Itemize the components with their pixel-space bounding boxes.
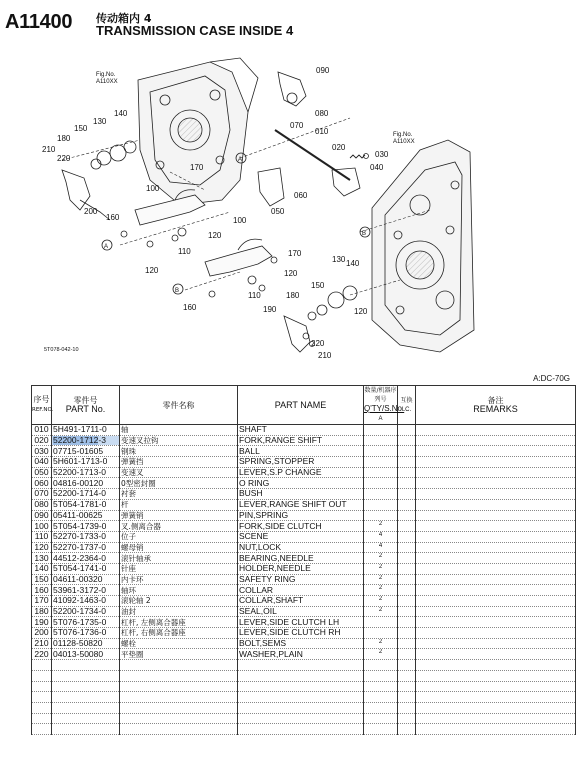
- quantity-cell: [364, 713, 398, 724]
- table-row[interactable]: [32, 478, 576, 489]
- part-name-cell: FORK,SIDE CLUTCH: [238, 521, 364, 532]
- table-row[interactable]: [32, 425, 576, 436]
- part-no-cell: 04611-00320: [52, 574, 120, 585]
- interchange-cell: [398, 681, 416, 692]
- part-name-cell: [238, 681, 364, 692]
- fig-no-right: Fig.No.: [393, 132, 413, 138]
- ref-no-cell: 050: [32, 467, 52, 478]
- part-no-cell: 5T054-1739-0: [52, 521, 120, 532]
- part-name-cn-cell: 轴: [120, 425, 238, 436]
- part-no-cell: 5T076-1736-0: [52, 628, 120, 639]
- table-row[interactable]: [32, 692, 576, 703]
- callout-070: 070: [290, 121, 304, 130]
- interchange-cell: [398, 617, 416, 628]
- part-no-cell: 52200-1712-3: [52, 435, 120, 446]
- callout-060: 060: [294, 191, 308, 200]
- remarks-cell: [416, 467, 576, 478]
- table-row[interactable]: [32, 681, 576, 692]
- remarks-cell: [416, 692, 576, 703]
- callout-160: 160: [106, 213, 120, 222]
- remarks-cell: [416, 606, 576, 617]
- quantity-cell: 2: [364, 585, 398, 596]
- ref-no-cell: 200: [32, 628, 52, 639]
- part-name-cn-cell: 滚针轴承: [120, 553, 238, 564]
- callout-210: 210: [318, 351, 332, 360]
- interchange-cell: [398, 521, 416, 532]
- ref-no-cell: 220: [32, 649, 52, 660]
- quantity-cell: [364, 692, 398, 703]
- part-name-cn-cell: 内卡环: [120, 574, 238, 585]
- callout-100: 100: [146, 184, 160, 193]
- quantity-cell: [364, 478, 398, 489]
- part-name-cell: SEAL,OIL: [238, 606, 364, 617]
- callout-220: 220: [311, 339, 325, 348]
- part-no-cell: 52270-1737-0: [52, 542, 120, 553]
- table-row[interactable]: [32, 670, 576, 681]
- part-name-cell: NUT,LOCK: [238, 542, 364, 553]
- interchange-cell: [398, 649, 416, 660]
- part-name-cn-cell: 平垫圈: [120, 649, 238, 660]
- table-row[interactable]: [32, 531, 576, 542]
- part-name-cn-header: 零件名称: [120, 386, 238, 425]
- part-name-cell: LEVER,RANGE SHIFT OUT: [238, 499, 364, 510]
- remarks-header: 备注 REMARKS: [416, 386, 576, 425]
- ref-no-cell: [32, 724, 52, 735]
- quantity-cell: 2: [364, 553, 398, 564]
- quantity-cell: [364, 435, 398, 446]
- part-no-cell: 04816-00120: [52, 478, 120, 489]
- ref-no-cell: 090: [32, 510, 52, 521]
- part-name-cell: BUSH: [238, 489, 364, 500]
- ref-no-cell: 100: [32, 521, 52, 532]
- part-name-cn-cell: 位子: [120, 531, 238, 542]
- part-name-cell: LEVER,SIDE CLUTCH RH: [238, 628, 364, 639]
- right-housing-drawing: [372, 140, 474, 352]
- remarks-cell: [416, 446, 576, 457]
- table-row[interactable]: [32, 553, 576, 564]
- table-row[interactable]: [32, 617, 576, 628]
- part-name-cn-cell: 针座: [120, 563, 238, 574]
- part-name-cell: SHAFT: [238, 425, 364, 436]
- table-row[interactable]: [32, 713, 576, 724]
- table-row[interactable]: [32, 628, 576, 639]
- part-no-cell: 5H601-1713-0: [52, 457, 120, 468]
- callout-170: 170: [288, 249, 302, 258]
- table-row[interactable]: [32, 467, 576, 478]
- quantity-cell: [364, 681, 398, 692]
- part-name-cn-cell: 衬套: [120, 489, 238, 500]
- table-row[interactable]: [32, 499, 576, 510]
- part-no-cell: 52200-1713-0: [52, 467, 120, 478]
- interchange-cell: [398, 499, 416, 510]
- part-no-cell: 52200-1714-0: [52, 489, 120, 500]
- table-row[interactable]: [32, 521, 576, 532]
- remarks-cell: [416, 478, 576, 489]
- ref-no-cell: 110: [32, 531, 52, 542]
- remarks-cell: [416, 585, 576, 596]
- callout-010: 010: [315, 127, 329, 136]
- callout-120: 120: [354, 307, 368, 316]
- remarks-cell: [416, 574, 576, 585]
- interchange-cell: [398, 574, 416, 585]
- callout-170: 170: [190, 163, 204, 172]
- part-name-cn-cell: 轴环: [120, 585, 238, 596]
- part-name-cn-cell: 滚轮轴 2: [120, 596, 238, 607]
- interchange-cell: [398, 489, 416, 500]
- remarks-cell: [416, 499, 576, 510]
- table-row[interactable]: [32, 574, 576, 585]
- callout-180: 180: [57, 134, 71, 143]
- callout-130: 130: [93, 117, 107, 126]
- part-name-cell: O RING: [238, 478, 364, 489]
- remarks-cell: [416, 670, 576, 681]
- table-row[interactable]: [32, 724, 576, 735]
- table-row[interactable]: [32, 702, 576, 713]
- remarks-cell: [416, 531, 576, 542]
- callout-100: 100: [233, 216, 247, 225]
- part-no-cell: 5H491-1711-0: [52, 425, 120, 436]
- part-no-cell: 52270-1733-0: [52, 531, 120, 542]
- callout-140: 140: [346, 259, 360, 268]
- callout-190: 190: [263, 305, 277, 314]
- ref-no-cell: 010: [32, 425, 52, 436]
- table-row[interactable]: [32, 457, 576, 468]
- table-row[interactable]: [32, 446, 576, 457]
- interchange-cell: [398, 467, 416, 478]
- part-name-cn-cell: 0型密封圈: [120, 478, 238, 489]
- remarks-cell: [416, 489, 576, 500]
- ref-no-cell: 180: [32, 606, 52, 617]
- remarks-cell: [416, 681, 576, 692]
- remarks-cell: [416, 660, 576, 671]
- callout-200: 200: [84, 207, 98, 216]
- part-name-cell: [238, 724, 364, 735]
- callout-130: 130: [332, 255, 346, 264]
- part-no-cell: 01128-50820: [52, 638, 120, 649]
- part-name-cell: [238, 692, 364, 703]
- part-name-cell: [238, 702, 364, 713]
- part-name-cell: COLLAR: [238, 585, 364, 596]
- part-name-cell: [238, 670, 364, 681]
- remarks-cell: [416, 713, 576, 724]
- part-name-cn-cell: [120, 660, 238, 671]
- part-name-cn-cell: 油封: [120, 606, 238, 617]
- marker-b-label: B: [175, 288, 180, 294]
- part-name-cell: SCENE: [238, 531, 364, 542]
- ref-no-cell: 080: [32, 499, 52, 510]
- interchange-cell: [398, 446, 416, 457]
- interchange-cell: [398, 585, 416, 596]
- ref-no-cell: [32, 713, 52, 724]
- table-row[interactable]: [32, 649, 576, 660]
- part-name-cell: BEARING,NEEDLE: [238, 553, 364, 564]
- interchange-cell: [398, 702, 416, 713]
- quantity-cell: [364, 670, 398, 681]
- quantity-cell: [364, 702, 398, 713]
- remarks-cell: [416, 563, 576, 574]
- ref-no-cell: 120: [32, 542, 52, 553]
- part-name-cn-cell: 螺栓: [120, 638, 238, 649]
- table-row[interactable]: [32, 542, 576, 553]
- part-no-cell: 5T054-1781-0: [52, 499, 120, 510]
- remarks-cell: [416, 435, 576, 446]
- ref-no-cell: 040: [32, 457, 52, 468]
- ref-no-cell: 070: [32, 489, 52, 500]
- quantity-cell: [364, 724, 398, 735]
- left-housing-drawing: [138, 58, 258, 205]
- part-name-cell: WASHER,PLAIN: [238, 649, 364, 660]
- part-name-cell: BALL: [238, 446, 364, 457]
- part-no-cell: 07715-01605: [52, 446, 120, 457]
- ref-no-cell: 170: [32, 596, 52, 607]
- remarks-cell: [416, 425, 576, 436]
- quantity-cell: [364, 628, 398, 639]
- table-row[interactable]: [32, 510, 576, 521]
- quantity-cell: 4: [364, 542, 398, 553]
- fig-no-left: Fig.No.: [96, 72, 116, 78]
- part-no-cell: 5T054-1741-0: [52, 563, 120, 574]
- part-no-cell: [52, 692, 120, 703]
- table-row[interactable]: [32, 435, 576, 446]
- quantity-cell: 2: [364, 649, 398, 660]
- fig-no-left-ref: A110XX: [96, 79, 118, 85]
- quantity-cell: [364, 660, 398, 671]
- marker-a-label: A: [238, 157, 243, 163]
- page-title-cn: 传动箱内 4: [96, 12, 152, 25]
- table-row[interactable]: [32, 596, 576, 607]
- quantity-header: 数量/机器序列号 Q'TY/S.No. A: [364, 386, 398, 425]
- ref-no-header: 序号 REF.NO.: [32, 386, 52, 425]
- part-name-cn-cell: 弹簧挡: [120, 457, 238, 468]
- part-name-cell: PIN,SPRING: [238, 510, 364, 521]
- part-no-cell: 41092-1463-0: [52, 596, 120, 607]
- part-no-cell: [52, 702, 120, 713]
- callout-030: 030: [375, 150, 389, 159]
- interchange-cell: [398, 628, 416, 639]
- callout-120: 120: [208, 231, 222, 240]
- ref-no-cell: 020: [32, 435, 52, 446]
- ref-no-cell: 130: [32, 553, 52, 564]
- ref-no-cell: [32, 702, 52, 713]
- remarks-cell: [416, 649, 576, 660]
- part-name-cn-cell: 钢珠: [120, 446, 238, 457]
- part-no-cell: 04013-50080: [52, 649, 120, 660]
- quantity-cell: [364, 425, 398, 436]
- callout-110: 110: [178, 247, 191, 256]
- remarks-cell: [416, 510, 576, 521]
- part-no-cell: [52, 724, 120, 735]
- interchange-cell: [398, 531, 416, 542]
- ref-no-cell: [32, 692, 52, 703]
- callout-150: 150: [74, 124, 88, 133]
- quantity-cell: 2: [364, 638, 398, 649]
- part-name-cn-cell: 变速叉: [120, 467, 238, 478]
- quantity-cell: 2: [364, 596, 398, 607]
- part-name-cn-cell: [120, 713, 238, 724]
- part-no-cell: [52, 713, 120, 724]
- part-name-cn-cell: 弹簧销: [120, 510, 238, 521]
- part-name-cell: SPRING,STOPPER: [238, 457, 364, 468]
- table-row[interactable]: [32, 660, 576, 671]
- quantity-cell: [364, 467, 398, 478]
- remarks-cell: [416, 702, 576, 713]
- remarks-cell: [416, 628, 576, 639]
- interchange-cell: [398, 510, 416, 521]
- part-no-cell: 52200-1734-0: [52, 606, 120, 617]
- ref-no-cell: 160: [32, 585, 52, 596]
- part-no-cell: [52, 670, 120, 681]
- table-row[interactable]: [32, 638, 576, 649]
- remarks-cell: [416, 638, 576, 649]
- interchange-cell: [398, 563, 416, 574]
- callout-040: 040: [370, 163, 384, 172]
- part-name-cell: [238, 660, 364, 671]
- table-row[interactable]: [32, 585, 576, 596]
- part-name-cell: COLLAR,SHAFT: [238, 596, 364, 607]
- remarks-cell: [416, 553, 576, 564]
- quantity-cell: [364, 510, 398, 521]
- part-name-cn-cell: [120, 702, 238, 713]
- callout-180: 180: [286, 291, 300, 300]
- interchange-cell: [398, 542, 416, 553]
- part-no-cell: 53961-3172-0: [52, 585, 120, 596]
- part-name-header: PART NAME: [238, 386, 364, 425]
- callout-210: 210: [42, 145, 56, 154]
- page-sheet-code: A:DC-70G: [533, 374, 570, 383]
- part-name-cn-cell: 螺母销: [120, 542, 238, 553]
- quantity-cell: [364, 499, 398, 510]
- interchange-cell: [398, 638, 416, 649]
- callout-090: 090: [316, 66, 330, 75]
- part-no-cell: 44512-2364-0: [52, 553, 120, 564]
- callout-220: 220: [57, 154, 71, 163]
- interchange-header: 互换 I.C.: [398, 386, 416, 425]
- callout-120: 120: [145, 266, 159, 275]
- ref-no-cell: [32, 670, 52, 681]
- parts-table: [31, 385, 576, 735]
- part-name-cn-cell: [120, 681, 238, 692]
- marker-a-label: A: [104, 244, 109, 250]
- part-name-cn-cell: [120, 724, 238, 735]
- part-no-cell: [52, 681, 120, 692]
- part-no-cell: 05411-00625: [52, 510, 120, 521]
- exploded-parts-diagram: [0, 40, 584, 390]
- interchange-cell: [398, 435, 416, 446]
- part-name-cell: HOLDER,NEEDLE: [238, 563, 364, 574]
- part-name-cn-cell: 变速叉拉钩: [120, 435, 238, 446]
- fig-no-right-ref: A110XX: [393, 139, 415, 145]
- callout-020: 020: [332, 143, 346, 152]
- figure-code: 5T078-042-10: [44, 347, 79, 353]
- remarks-cell: [416, 457, 576, 468]
- part-name-cell: BOLT,SEMS: [238, 638, 364, 649]
- quantity-cell: 2: [364, 574, 398, 585]
- quantity-cell: 2: [364, 563, 398, 574]
- interchange-cell: [398, 713, 416, 724]
- quantity-cell: 2: [364, 521, 398, 532]
- table-row[interactable]: [32, 489, 576, 500]
- quantity-cell: [364, 617, 398, 628]
- interchange-cell: [398, 724, 416, 735]
- page-code: A11400: [5, 11, 73, 33]
- part-name-cn-cell: [120, 670, 238, 681]
- remarks-cell: [416, 617, 576, 628]
- interchange-cell: [398, 457, 416, 468]
- interchange-cell: [398, 478, 416, 489]
- interchange-cell: [398, 692, 416, 703]
- interchange-cell: [398, 553, 416, 564]
- part-no-cell: [52, 660, 120, 671]
- part-name-cell: [238, 713, 364, 724]
- ref-no-cell: 150: [32, 574, 52, 585]
- ref-no-cell: 060: [32, 478, 52, 489]
- callout-140: 140: [114, 109, 128, 118]
- callout-120: 120: [284, 269, 298, 278]
- part-name-cn-cell: 杆: [120, 499, 238, 510]
- interchange-cell: [398, 596, 416, 607]
- marker-b-label: B: [362, 231, 367, 237]
- part-name-cn-cell: 叉.侧离合器: [120, 521, 238, 532]
- quantity-cell: 4: [364, 531, 398, 542]
- part-name-cell: LEVER,SIDE CLUTCH LH: [238, 617, 364, 628]
- callout-080: 080: [315, 109, 329, 118]
- quantity-cell: [364, 489, 398, 500]
- page-title-en: TRANSMISSION CASE INSIDE 4: [96, 23, 294, 38]
- part-no-cell: 5T076-1735-0: [52, 617, 120, 628]
- interchange-cell: [398, 660, 416, 671]
- part-name-cell: FORK,RANGE SHIFT: [238, 435, 364, 446]
- part-name-cn-cell: 杠杆, 左侧离合器座: [120, 617, 238, 628]
- quantity-cell: [364, 446, 398, 457]
- remarks-cell: [416, 521, 576, 532]
- ref-no-cell: [32, 681, 52, 692]
- callout-110: 110: [248, 291, 261, 300]
- callout-050: 050: [271, 207, 285, 216]
- table-row[interactable]: [32, 563, 576, 574]
- ref-no-cell: 190: [32, 617, 52, 628]
- interchange-cell: [398, 606, 416, 617]
- interchange-cell: [398, 425, 416, 436]
- part-name-cell: LEVER,S.P CHANGE: [238, 467, 364, 478]
- interchange-cell: [398, 670, 416, 681]
- table-row[interactable]: [32, 606, 576, 617]
- ref-no-cell: [32, 660, 52, 671]
- part-no-header: 零件号 PART No.: [52, 386, 120, 425]
- ref-no-cell: 140: [32, 563, 52, 574]
- ref-no-cell: 030: [32, 446, 52, 457]
- quantity-cell: 2: [364, 606, 398, 617]
- remarks-cell: [416, 596, 576, 607]
- quantity-cell: [364, 457, 398, 468]
- part-name-cn-cell: 杠杆, 右侧离合器座: [120, 628, 238, 639]
- remarks-cell: [416, 724, 576, 735]
- part-name-cn-cell: [120, 692, 238, 703]
- ref-no-cell: 210: [32, 638, 52, 649]
- part-name-cell: SAFETY RING: [238, 574, 364, 585]
- callout-160: 160: [183, 303, 197, 312]
- remarks-cell: [416, 542, 576, 553]
- callout-150: 150: [311, 281, 325, 290]
